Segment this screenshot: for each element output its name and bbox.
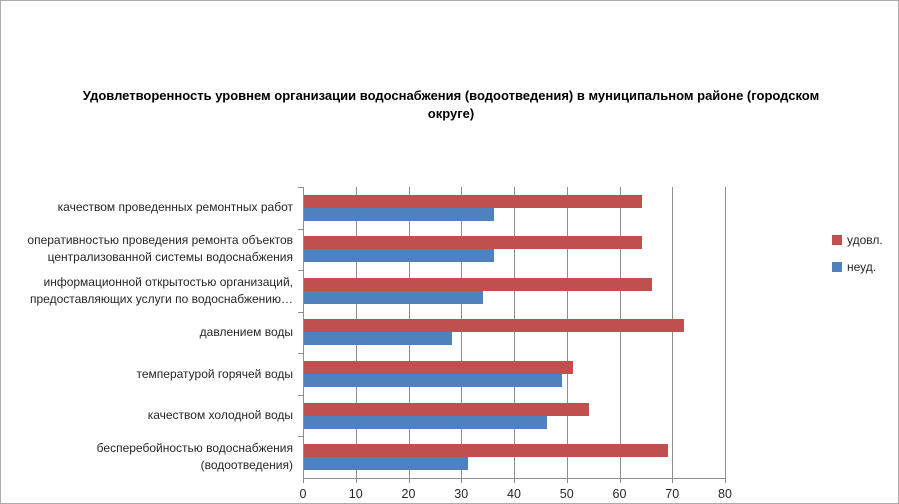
- legend: [832, 233, 883, 274]
- x-axis-tick: [514, 478, 515, 483]
- x-axis-label: 20: [401, 487, 416, 501]
- x-axis-label: 40: [507, 487, 521, 501]
- bar-group: [304, 312, 726, 354]
- bar-: [304, 291, 483, 304]
- x-axis-tick: [567, 478, 568, 483]
- bar-: [304, 195, 642, 208]
- x-axis-tick: [672, 478, 673, 483]
- category-label: бесперебойностью водоснабжения (водоотведения): [96, 441, 293, 473]
- chart-title: Удовлетворенность уровнем организации водоснабжения (водоотведения) в муниципальном районе (городском округе): [82, 88, 820, 121]
- x-axis-label: 60: [612, 487, 627, 501]
- y-axis-tick: [298, 353, 303, 354]
- x-axis-tick: [461, 478, 462, 483]
- x-axis-tick: [725, 478, 726, 483]
- bar-: [304, 374, 562, 387]
- bar-group: [304, 187, 726, 229]
- bar-group: [304, 436, 726, 478]
- x-axis-tick: [409, 478, 410, 483]
- y-axis-tick: [298, 395, 303, 396]
- y-axis-tick: [298, 187, 303, 188]
- category-label: температурой горячей воды: [136, 366, 293, 381]
- x-axis-label: 0: [299, 487, 307, 501]
- x-axis-label: 30: [454, 487, 469, 501]
- legend-item: [832, 233, 883, 247]
- bar-: [304, 361, 573, 374]
- bar-: [304, 332, 452, 345]
- legend-swatch-: [832, 262, 842, 272]
- category-label: давлением воды: [199, 325, 293, 340]
- x-axis-label: 80: [718, 487, 732, 501]
- bar-group: [304, 229, 726, 271]
- x-axis-label: 10: [348, 487, 363, 501]
- bar-: [304, 236, 642, 249]
- bar-: [304, 416, 547, 429]
- category-label: качеством холодной воды: [147, 408, 293, 423]
- y-axis-tick: [298, 270, 303, 271]
- legend-label: неуд.: [847, 260, 877, 274]
- bar-: [304, 208, 494, 221]
- y-axis-tick: [298, 229, 303, 230]
- x-axis-label: 50: [559, 487, 574, 501]
- bar-: [304, 457, 468, 470]
- x-axis-tick: [303, 478, 304, 483]
- category-label: информационной открытостью организаций, предоставляющих услуги по водоснабжению…: [30, 274, 293, 306]
- legend-label: удовл.: [847, 233, 883, 247]
- x-axis-tick: [620, 478, 621, 483]
- y-axis-tick: [298, 436, 303, 437]
- legend-swatch-: [832, 235, 842, 245]
- legend-item: [832, 260, 883, 274]
- plot-area: [303, 187, 726, 479]
- x-axis-label: 70: [665, 487, 680, 501]
- x-axis-tick: [356, 478, 357, 483]
- category-label: оперативностью проведения ремонта объектов централизованной системы водоснабжения: [27, 233, 293, 265]
- category-axis-labels: [11, 187, 293, 478]
- bar-: [304, 444, 668, 457]
- bar-: [304, 249, 494, 262]
- bar-: [304, 319, 684, 332]
- bar-group: [304, 395, 726, 437]
- bar-group: [304, 270, 726, 312]
- bar-: [304, 403, 589, 416]
- category-label: качеством проведенных ремонтных работ: [57, 200, 293, 215]
- y-axis-tick: [298, 312, 303, 313]
- bar-: [304, 278, 652, 291]
- bar-group: [304, 353, 726, 395]
